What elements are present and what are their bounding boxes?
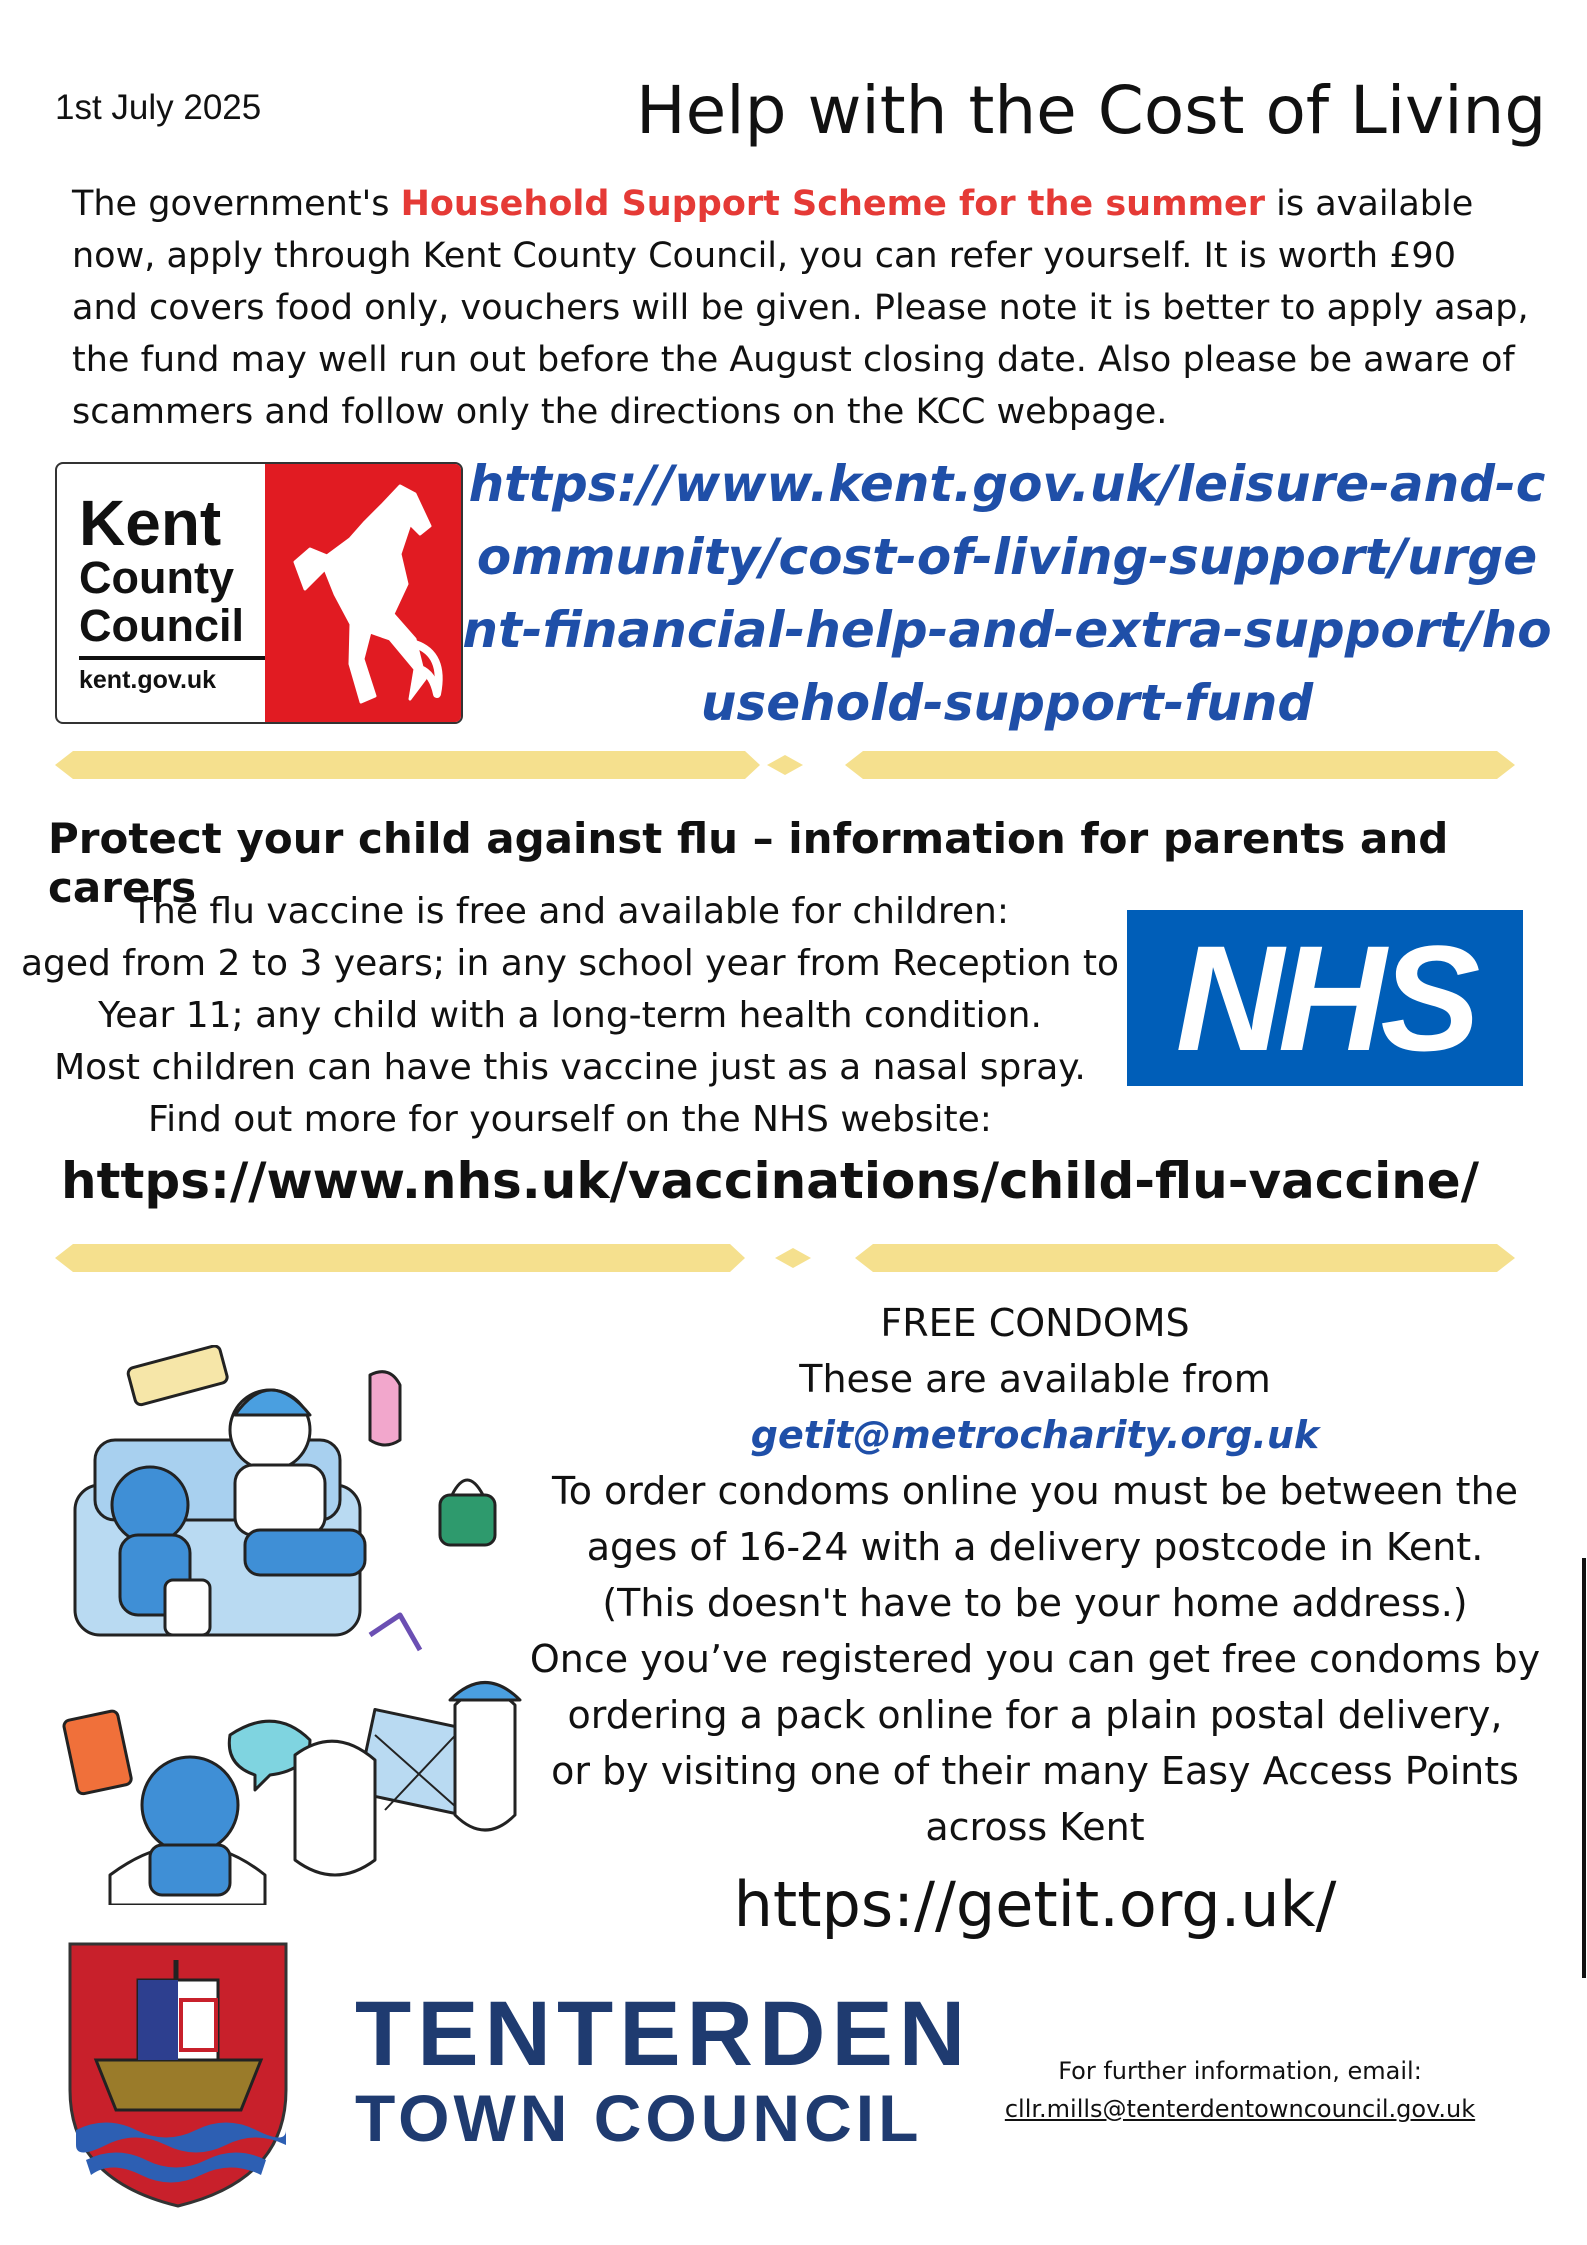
kent-county-council-logo — [55, 462, 463, 724]
getit-website-link[interactable]: https://getit.org.uk/ — [733, 1868, 1337, 1941]
intro-text-start: The government's — [72, 184, 401, 224]
scheme-name: Household Support Scheme for the summer — [400, 184, 1266, 224]
logo-site: kent.gov.uk — [79, 666, 217, 694]
kcc-household-support-link[interactable]: https://www.kent.gov.uk/leisure-and-community/cost-of-living-support/urgent-financial-help-and-extra-support/household-support-fund — [462, 455, 1552, 732]
condoms-available: These are available from — [799, 1357, 1271, 1401]
condoms-line: ordering a pack online for a plain postal delivery, — [567, 1693, 1503, 1737]
flu-line: Year 11; any child with a long-term health condition. — [98, 995, 1042, 1036]
nhs-logo — [1127, 910, 1523, 1086]
condoms-line: across Kent — [925, 1805, 1145, 1849]
logo-word-kent: Kent — [79, 487, 222, 559]
condoms-line: Once you’ve registered you can get free condoms by — [529, 1637, 1541, 1681]
edge-bar — [1582, 1558, 1586, 1978]
contact-label: For further information, email: — [1058, 2057, 1422, 2085]
contact-email-link[interactable]: cllr.mills@tenterdentowncouncil.gov.uk — [1004, 2095, 1476, 2123]
flu-heading: Protect your child against flu – information for parents and carers — [48, 814, 1449, 912]
flu-line: Most children can have this vaccine just as a nasal spray. — [54, 1047, 1086, 1088]
contact-info — [995, 2052, 1485, 2128]
nhs-flu-vaccine-link[interactable]: https://www.nhs.uk/vaccinations/child-flu-vaccine/ — [61, 1152, 1479, 1210]
free-condoms-info — [520, 1295, 1550, 1855]
section-divider — [55, 749, 1515, 781]
council-name-line2: TOWN COUNCIL — [355, 2081, 923, 2155]
condoms-line: (This doesn't have to be your home address.) — [602, 1581, 1468, 1625]
town-crest-icon — [66, 1940, 290, 2210]
household-support-intro — [72, 178, 1532, 438]
condoms-heading: FREE CONDOMS — [880, 1301, 1190, 1345]
nhs-logo-text: NHS — [1175, 914, 1475, 1082]
page-title: Help with the Cost of Living — [636, 72, 1547, 149]
condoms-line: To order condoms online you must be between the — [551, 1469, 1519, 1513]
date: 1st July 2025 — [55, 88, 262, 127]
logo-word-council: Council — [79, 600, 244, 651]
illustration-icon — [55, 1345, 545, 1905]
council-name-line1: TENTERDEN — [355, 1983, 972, 2085]
getit-email-link[interactable]: getit@metrocharity.org.uk — [750, 1413, 1320, 1457]
flu-line: The flu vaccine is free and available for children: — [131, 891, 1009, 932]
logo-word-county: County — [79, 552, 234, 603]
condoms-line: or by visiting one of their many Easy Access Points — [551, 1749, 1519, 1793]
flu-info — [20, 886, 1120, 1146]
flu-line: Find out more for yourself on the NHS website: — [148, 1099, 992, 1140]
section-divider — [55, 1242, 1515, 1274]
intro-text-end: is available now, apply through Kent County Council, you can refer yourself. It is worth £90 and covers food only, vouchers will be given. Please note it is better to apply asap, the fund may well run out before the August closing date. Also please be aware of scammers and follow only the directions on the KCC webpage. — [72, 184, 1529, 432]
condoms-line: ages of 16-24 with a delivery postcode in Kent. — [586, 1525, 1484, 1569]
logo-rule — [79, 656, 279, 660]
flu-line: aged from 2 to 3 years; in any school year from Reception to — [20, 943, 1120, 984]
logo-red-panel — [265, 464, 461, 722]
white-horse-icon — [265, 464, 461, 722]
